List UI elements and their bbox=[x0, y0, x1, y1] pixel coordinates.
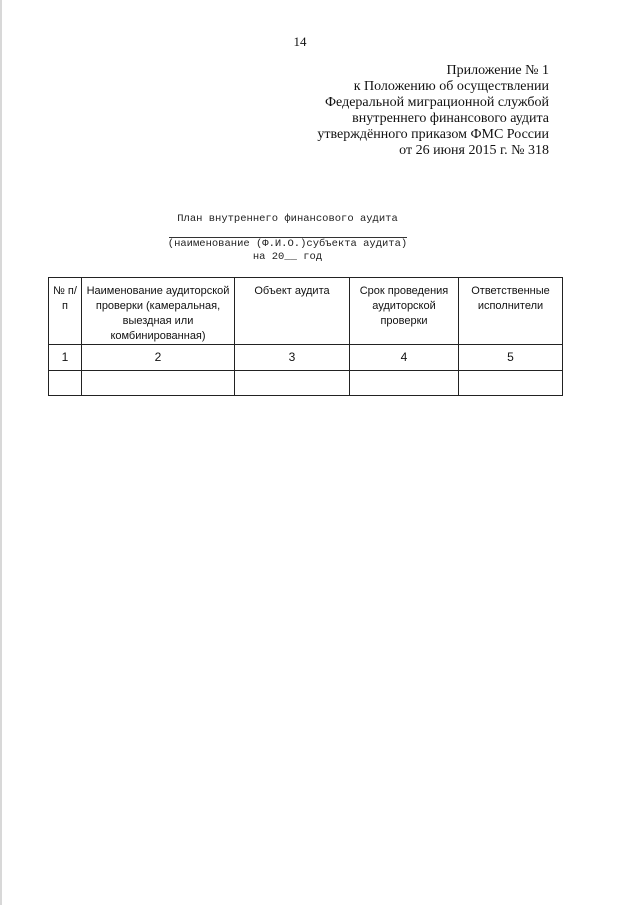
empty-cell bbox=[350, 371, 459, 396]
plan-title: План внутреннего финансового аудита bbox=[177, 213, 398, 225]
audit-plan-table bbox=[48, 277, 563, 396]
table-row-column-numbers bbox=[49, 345, 563, 371]
plan-year-line: на 20__ год bbox=[252, 251, 323, 263]
column-number-cell: 5 bbox=[459, 345, 563, 371]
column-number-cell: 1 bbox=[49, 345, 82, 371]
appendix-line-order: утверждённого приказом ФМС России bbox=[317, 127, 549, 142]
plan-heading bbox=[160, 213, 415, 264]
header-cell-audit-name: Наименование аудиторской проверки (камеральная, выездная или комбинированная) bbox=[82, 278, 235, 345]
empty-cell bbox=[49, 371, 82, 396]
page-number: 14 bbox=[293, 34, 307, 49]
appendix-line-audit: внутреннего финансового аудита bbox=[352, 111, 549, 126]
empty-cell bbox=[82, 371, 235, 396]
empty-cell bbox=[235, 371, 350, 396]
header-cell-responsible: Ответственные исполнители bbox=[459, 278, 563, 345]
appendix-header bbox=[317, 63, 549, 159]
appendix-line-date: от 26 июня 2015 г. № 318 bbox=[399, 143, 549, 158]
table-header-row bbox=[49, 278, 563, 345]
header-cell-audit-period: Срок проведения аудиторской проверки bbox=[350, 278, 459, 345]
appendix-line-service: Федеральной миграционной службой bbox=[324, 95, 549, 110]
table-row-empty bbox=[49, 371, 563, 396]
header-cell-number: № п/п bbox=[49, 278, 82, 345]
scan-page-edge bbox=[0, 0, 2, 905]
column-number-cell: 3 bbox=[235, 345, 350, 371]
empty-cell bbox=[459, 371, 563, 396]
subject-caption: (наименование (Ф.И.О.)субъекта аудита) bbox=[167, 238, 408, 250]
header-cell-audit-object: Объект аудита bbox=[235, 278, 350, 345]
appendix-line-title: Приложение № 1 bbox=[446, 63, 549, 78]
appendix-line-regulation: к Положению об осуществлении bbox=[353, 79, 549, 94]
column-number-cell: 2 bbox=[82, 345, 235, 371]
column-number-cell: 4 bbox=[350, 345, 459, 371]
